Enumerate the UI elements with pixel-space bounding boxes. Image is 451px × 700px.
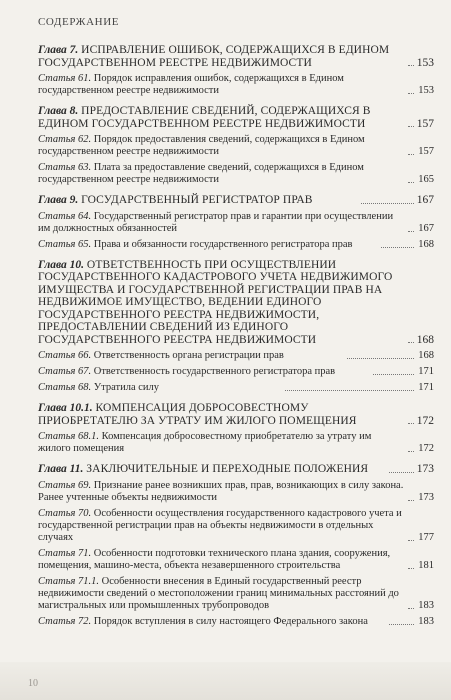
entry-label: Глава 11.	[38, 463, 84, 475]
entry-title: Компенсация добросовестному приобретателю за утрату им жилого помещения	[38, 431, 372, 454]
entry-title: Признание ранее возникших прав, прав, возникающих в силу закона. Ранее учтенные объекты недвижимости	[38, 479, 404, 503]
dot-leader	[408, 182, 414, 183]
entry-label: Глава 10.	[38, 258, 85, 271]
page-footer	[0, 662, 451, 700]
entry-page-number: 168	[416, 333, 434, 346]
dot-leader	[408, 568, 414, 569]
entry-text	[38, 239, 379, 251]
entry-title: Порядок предоставления сведений, содержащихся в Едином государственном реестре недвижимости	[38, 134, 365, 157]
dot-leader	[347, 358, 414, 359]
entry-label: Статья 70.	[38, 507, 92, 519]
dot-leader	[408, 451, 414, 452]
entry-title: Утратила силу	[93, 382, 160, 393]
entry-title: ОТВЕТСТВЕННОСТЬ ПРИ ОСУЩЕСТВЛЕНИИ ГОСУДАРСТВЕННОГО КАДАСТРОВОГО УЧЕТА НЕДВИЖИМОГО ИМУЩЕСТВА И ГОСУДАРСТВЕННОЙ РЕГИСТРАЦИИ ПРАВ НА НЕДВИЖИМОЕ ИМУЩЕСТВО, ВЕДЕНИИ ЕДИНОГО ГОСУДАРСТВЕННОГО РЕЕСТРА НЕДВИЖИМОСТИ, ПРЕДОСТАВЛЕНИИ СВЕДЕНИЙ ИЗ ЕДИНОГО ГОСУДАРСТВЕННОГО РЕЕСТРА НЕДВИЖИМОСТИ	[38, 258, 393, 346]
entry-page-number: 172	[416, 414, 434, 427]
entry-title: Порядок вступления в силу настоящего Федерального закона	[93, 615, 368, 627]
entry-title: Особенности осуществления государственного кадастрового учета и государственной регистрации прав на объекты недвижимости в отдельных случаях	[38, 507, 402, 543]
entry-page-number: 153	[418, 85, 434, 96]
entry-title: Государственный регистратор прав и гарантии при осуществлении им должностных обязанностей	[38, 210, 394, 234]
toc-article-entry	[38, 366, 434, 378]
dot-leader	[361, 203, 414, 204]
dot-leader	[408, 423, 414, 424]
toc-chapter-entry	[38, 402, 434, 427]
toc-chapter-entry	[38, 194, 434, 207]
entry-text	[38, 134, 406, 158]
entry-label: Глава 8.	[38, 105, 79, 117]
toc-article-entry	[38, 211, 434, 235]
entry-title: ИСПРАВЛЕНИЕ ОШИБОК, СОДЕРЖАЩИХСЯ В ЕДИНОМ ГОСУДАРСТВЕННОМ РЕЕСТРЕ НЕДВИЖИМОСТИ	[38, 44, 390, 69]
dot-leader	[285, 390, 414, 391]
table-of-contents	[38, 44, 434, 628]
entry-text	[38, 402, 406, 427]
entry-text	[38, 350, 345, 362]
dot-leader	[408, 231, 414, 232]
toc-article-entry	[38, 134, 434, 158]
page-header: СОДЕРЖАНИЕ	[38, 16, 120, 28]
entry-page-number: 157	[416, 117, 434, 130]
entry-text	[38, 431, 406, 455]
entry-label: Статья 67.	[38, 366, 92, 377]
entry-page-number: 173	[418, 491, 434, 503]
entry-page-number: 157	[418, 146, 434, 157]
toc-article-entry	[38, 73, 434, 97]
entry-text	[38, 480, 406, 504]
entry-text	[38, 211, 406, 235]
entry-label: Статья 72.	[38, 615, 92, 627]
dot-leader	[381, 247, 414, 248]
toc-article-entry	[38, 616, 434, 628]
entry-label: Статья 63.	[38, 162, 92, 173]
entry-page-number: 167	[418, 222, 434, 234]
dot-leader	[408, 608, 414, 609]
entry-text	[38, 366, 371, 378]
entry-label: Статья 71.	[38, 547, 92, 559]
toc-chapter-entry	[38, 463, 434, 476]
toc-chapter-entry	[38, 44, 434, 69]
entry-text	[38, 576, 406, 612]
entry-label: Статья 68.	[38, 382, 92, 393]
toc-article-entry	[38, 576, 434, 612]
entry-label: Статья 61.	[38, 73, 92, 84]
dot-leader	[389, 624, 414, 625]
toc-article-entry	[38, 350, 434, 362]
entry-text	[38, 463, 387, 476]
entry-title: КОМПЕНСАЦИЯ ДОБРОСОВЕСТНОМУ ПРИОБРЕТАТЕЛЮ ЗА УТРАТУ ИМ ЖИЛОГО ПОМЕЩЕНИЯ	[38, 402, 357, 427]
toc-article-entry	[38, 162, 434, 186]
entry-title: Особенности подготовки технического плана здания, сооружения, помещения, машино-места, объекта незавершенного строительства	[38, 547, 391, 571]
entry-page-number: 171	[418, 366, 435, 377]
toc-article-entry	[38, 548, 434, 572]
entry-label: Статья 68.1.	[38, 431, 99, 442]
entry-label: Глава 7.	[38, 44, 79, 56]
entry-page-number: 173	[416, 463, 434, 475]
entry-text	[38, 105, 406, 130]
toc-chapter-entry	[38, 259, 434, 347]
entry-title: Порядок исправления ошибок, содержащихся в Едином государственном реестре недвижимости	[38, 73, 344, 96]
dot-leader	[408, 500, 414, 501]
entry-page-number: 177	[418, 531, 434, 543]
entry-page-number: 183	[418, 615, 434, 627]
dot-leader	[408, 93, 414, 94]
entry-page-number: 172	[418, 443, 434, 454]
entry-title: Права и обязанности государственного регистратора прав	[93, 238, 353, 250]
entry-text	[38, 616, 387, 628]
entry-text	[38, 548, 406, 572]
entry-title: Особенности внесения в Единый государственный реестр недвижимости сведений о местоположении границ минимальных расстояний до магистральных или промышленных трубопроводов	[38, 575, 399, 611]
entry-page-number: 165	[418, 174, 434, 185]
toc-article-entry	[38, 480, 434, 504]
entry-title: Ответственность органа регистрации прав	[93, 350, 284, 361]
dot-leader	[389, 472, 414, 473]
entry-text	[38, 508, 406, 544]
dot-leader	[408, 126, 414, 127]
entry-title: ПРЕДОСТАВЛЕНИЕ СВЕДЕНИЙ, СОДЕРЖАЩИХСЯ В ЕДИНОМ ГОСУДАРСТВЕННОМ РЕЕСТРЕ НЕДВИЖИМОСТИ	[38, 105, 371, 130]
entry-title: ГОСУДАРСТВЕННЫЙ РЕГИСТРАТОР ПРАВ	[81, 194, 313, 206]
entry-text	[38, 162, 406, 186]
entry-text	[38, 259, 406, 347]
dot-leader	[408, 540, 414, 541]
dot-leader	[373, 374, 414, 375]
entry-label: Статья 64.	[38, 210, 92, 222]
entry-page-number: 168	[418, 238, 434, 250]
entry-page-number: 167	[416, 194, 435, 206]
entry-label: Статья 62.	[38, 134, 92, 145]
entry-text	[38, 194, 359, 207]
entry-text	[38, 44, 406, 69]
entry-label: Статья 66.	[38, 350, 92, 361]
entry-label: Статья 71.1.	[38, 575, 99, 587]
toc-article-entry	[38, 431, 434, 455]
entry-page-number: 171	[418, 382, 434, 393]
entry-title: ЗАКЛЮЧИТЕЛЬНЫЕ И ПЕРЕХОДНЫЕ ПОЛОЖЕНИЯ	[86, 463, 369, 475]
entry-page-number: 181	[418, 559, 434, 571]
dot-leader	[408, 342, 414, 343]
page-number: 10	[28, 678, 38, 689]
entry-label: Статья 69.	[38, 479, 92, 491]
entry-label: Глава 9.	[38, 194, 79, 206]
entry-page-number: 168	[418, 350, 434, 361]
toc-chapter-entry	[38, 105, 434, 130]
entry-text	[38, 382, 283, 394]
dot-leader	[408, 65, 414, 66]
entry-title: Ответственность государственного регистратора прав	[93, 366, 336, 377]
entry-label: Статья 65.	[38, 238, 92, 250]
toc-article-entry	[38, 508, 434, 544]
entry-label: Глава 10.1.	[38, 402, 93, 414]
entry-title: Плата за предоставление сведений, содержащихся в Едином государственном реестре недвижимости	[38, 162, 364, 185]
entry-page-number: 153	[416, 56, 434, 69]
dot-leader	[408, 154, 414, 155]
entry-page-number: 183	[418, 599, 434, 611]
entry-text	[38, 73, 406, 97]
toc-article-entry	[38, 382, 434, 394]
toc-article-entry	[38, 239, 434, 251]
